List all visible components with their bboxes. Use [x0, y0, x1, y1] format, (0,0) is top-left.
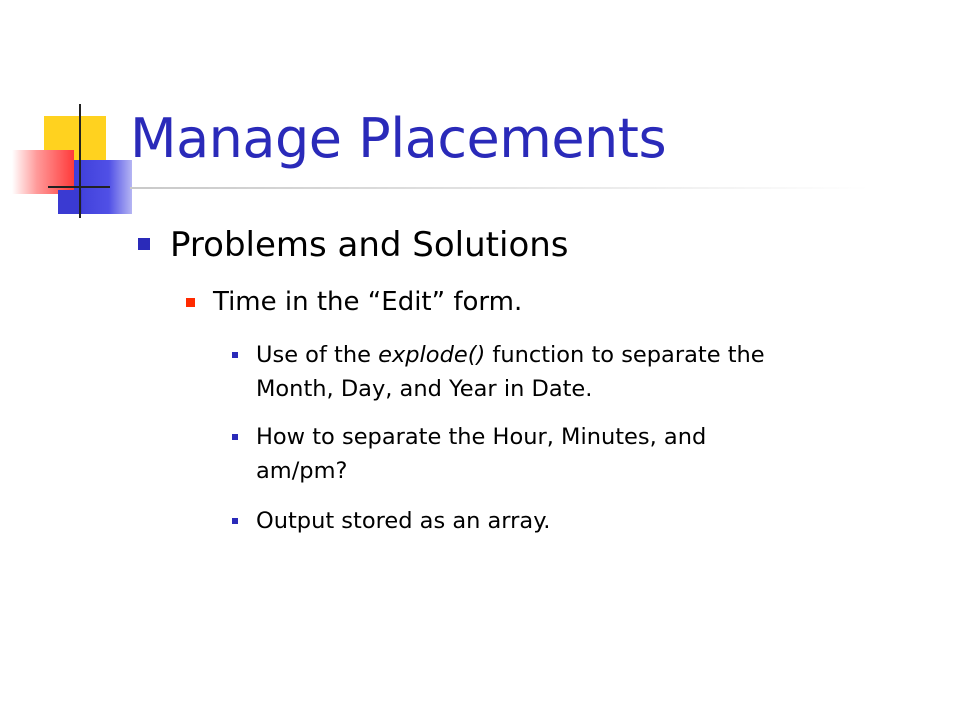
bullet-level3-icon	[232, 518, 238, 524]
bullet-level2-icon	[186, 298, 195, 307]
bullet-level3-icon	[232, 352, 238, 358]
item-1-text-before: Use of the	[256, 342, 379, 368]
bullet-level3-item-2-line-1: How to separate the Hour, Minutes, and	[256, 424, 707, 450]
bullet-level3-item-1-line-2: Month, Day, and Year in Date.	[256, 376, 593, 402]
logo-horizontal-line	[48, 186, 110, 188]
bullet-level1-icon	[138, 238, 150, 250]
bullet-level3-item-2-line-2: am/pm?	[256, 458, 348, 484]
bullet-level3-icon	[232, 434, 238, 440]
item-1-text-after: function to separate the	[485, 342, 765, 368]
bullet-level2-text: Time in the “Edit” form.	[213, 287, 523, 317]
bullet-level3-item-1-line-1	[256, 338, 765, 372]
explode-function-name: explode()	[378, 342, 486, 368]
bullet-level3-item-3-line-1: Output stored as an array.	[256, 508, 551, 534]
bullet-level1-text: Problems and Solutions	[170, 225, 569, 265]
title-divider	[130, 187, 870, 189]
slide-title: Manage Placements	[130, 107, 667, 170]
logo-vertical-line	[79, 104, 81, 218]
